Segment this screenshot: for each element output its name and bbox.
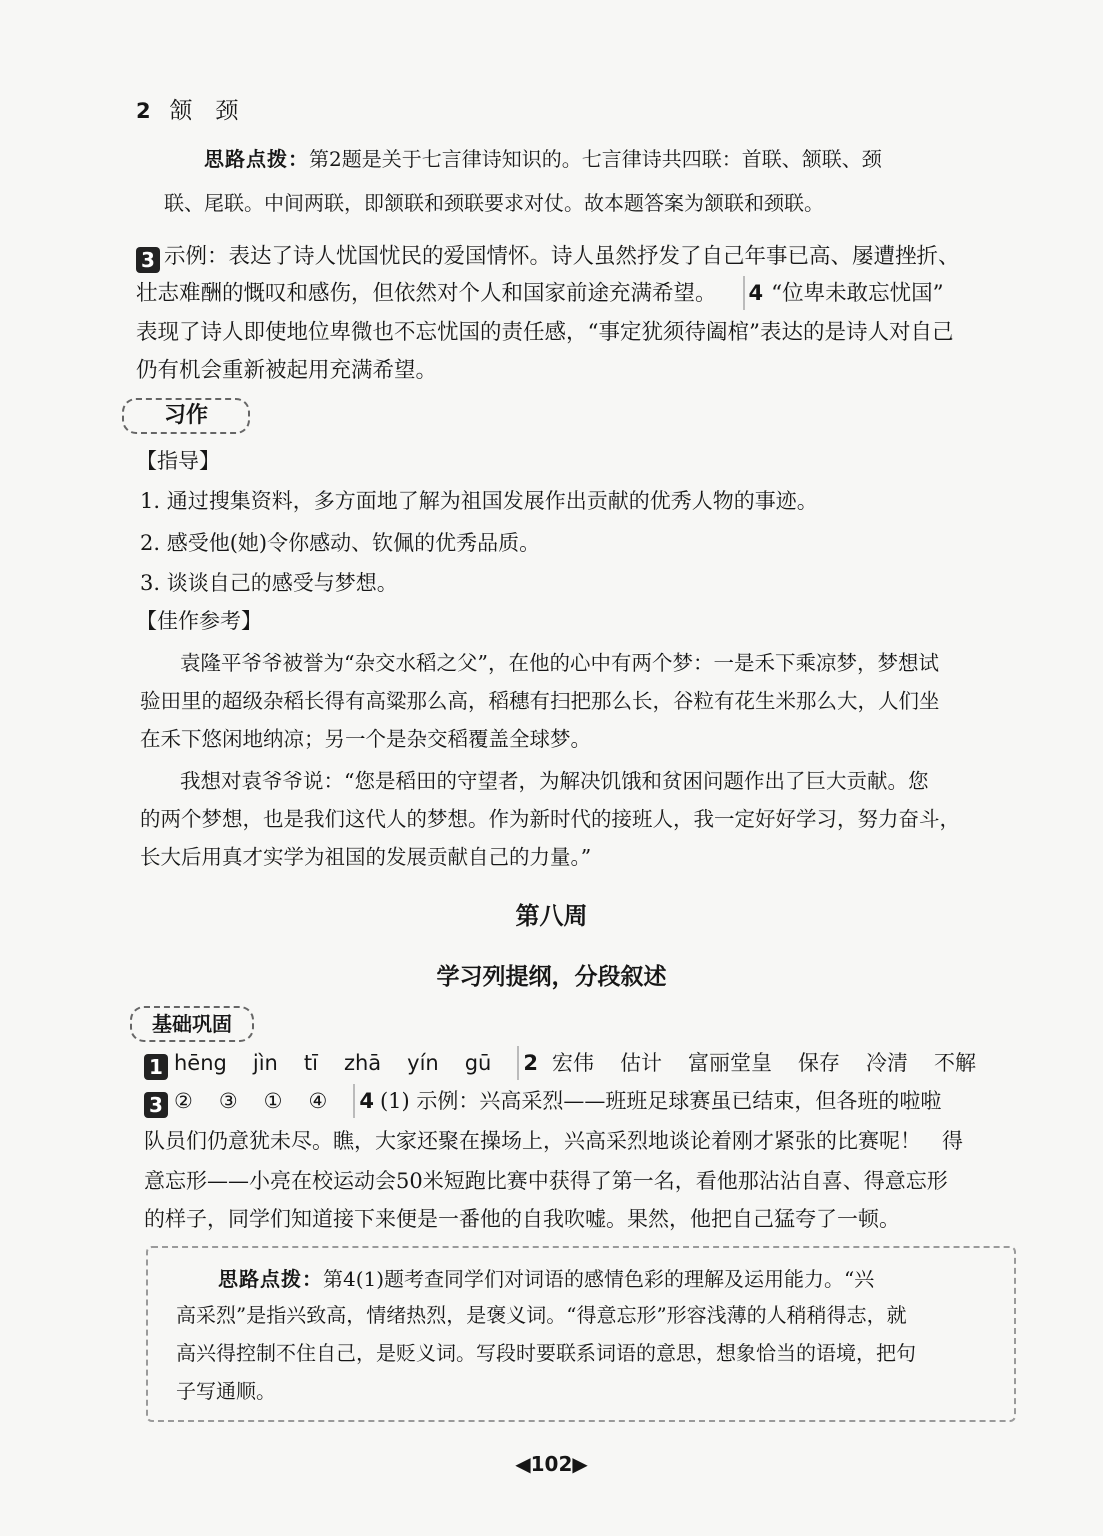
answer-text: 颔 颈 (169, 98, 239, 124)
basics-answer-4-line-4: 的样子，同学们知道接下来便是一番他的自我吹嘘。果然，他把自己猛夸了一顿。 (144, 1207, 900, 1231)
answer-text: (1) 示例：兴高采烈——班班足球赛虽已结束，但各班的啦啦 (379, 1089, 942, 1113)
hint-2-line-1 (218, 1262, 874, 1296)
basics-answer-3 (144, 1084, 941, 1118)
sample-p2-line-1: 我想对袁爷爷说：“您是稻田的守望者，为解决饥饿和贫困问题作出了巨大贡献。您 (180, 769, 929, 793)
sample-p2-line-3: 长大后用真才实学为祖国的发展贡献自己的力量。” (140, 845, 592, 869)
pinyin-item: zhā (343, 1051, 382, 1075)
answer-text: “位卑未敢忘忧国” (771, 281, 944, 306)
pinyin-item: yín (407, 1051, 439, 1075)
answer-text: 示例：表达了诗人忧国忧民的爱国情怀。诗人虽然抒发了自己年事已高、屡遭挫折、 (164, 244, 960, 269)
hint-label: 思路点拨： (204, 147, 309, 171)
word-item: 富丽堂皇 (687, 1051, 772, 1075)
sample-p1-line-2: 验田里的超级杂稻长得有高粱那么高，稻穗有扫把那么长，谷粒有花生米那么大，人们坐 (140, 689, 940, 713)
pinyin-item: hēng (174, 1051, 227, 1075)
week-title: 第八周 (515, 902, 588, 930)
guide-item-2: 2. 感受他(她)令你感动、钦佩的优秀品质。 (140, 531, 541, 555)
word-item: 冷清 (865, 1051, 908, 1075)
sample-p1-line-1: 袁隆平爷爷被誉为“杂交水稻之父”，在他的心中有两个梦：一是禾下乘凉梦，梦想试 (180, 651, 939, 675)
pinyin-item: gū (464, 1051, 492, 1075)
order-item: ① (263, 1089, 283, 1113)
question-number: 4 (743, 276, 768, 310)
basics-answer-4-line-2: 队员们仍意犹未尽。瞧，大家还聚在操场上，兴高采烈地谈论着刚才紧张的比赛呢！ 得 (144, 1129, 963, 1153)
basics-answer-4-line-3: 意忘形——小亮在校运动会50米短跑比赛中获得了第一名，看他那沾沾自喜、得意忘形 (144, 1169, 948, 1193)
question-number: 2 (136, 99, 151, 123)
question-number: 4 (353, 1084, 378, 1118)
word-item: 保存 (797, 1051, 840, 1075)
order-item: ② (174, 1089, 193, 1113)
page-number: ◀102▶ (515, 1452, 588, 1476)
answer-3-line-2 (136, 276, 944, 311)
hint-1-line-1 (204, 142, 882, 176)
basics-answer-1 (144, 1046, 1002, 1080)
answer-3-line-3: 表现了诗人即使地位卑微也不忘忧国的责任感，“事定犹须待阖棺”表达的是诗人对自己 (136, 320, 954, 345)
hint-2-line-2: 高采烈”是指兴致高，情绪热烈，是褒义词。“得意忘形”形容浅薄的人稍稍得志，就 (176, 1303, 907, 1327)
guide-item-1: 1. 通过搜集资料，多方面地了解为祖国发展作出贡献的优秀人物的事迹。 (140, 489, 818, 513)
answer-3-line-1 (136, 240, 960, 274)
word-item: 估计 (619, 1051, 662, 1075)
order-item: ④ (308, 1089, 328, 1113)
question-number-badge: 3 (144, 1092, 168, 1118)
hint-2-line-3: 高兴得控制不住自己，是贬义词。写段时要联系词语的意思，想象恰当的语境，把句 (176, 1341, 916, 1365)
word-item: 不解 (933, 1051, 976, 1075)
sample-p1-line-3: 在禾下悠闲地纳凉；另一个是杂交稻覆盖全球梦。 (140, 727, 591, 751)
order-item: ③ (218, 1089, 238, 1113)
question-number-badge: 1 (144, 1054, 168, 1080)
pinyin-item: jìn (252, 1051, 278, 1075)
hint-text: 第2题是关于七言律诗知识的。七言律诗共四联：首联、颔联、颈 (309, 147, 882, 171)
guide-item-3: 3. 谈谈自己的感受与梦想。 (140, 571, 398, 595)
question-number: 2 (517, 1046, 542, 1080)
answer-3-line-4: 仍有机会重新被起用充满希望。 (136, 358, 438, 383)
section-tag-basics: 基础巩固 (130, 1006, 254, 1042)
hint-text: 第4(1)题考查同学们对词语的感情色彩的理解及运用能力。“兴 (323, 1267, 875, 1291)
lesson-title: 学习列提纲，分段叙述 (436, 964, 667, 990)
hint-1-line-2: 联、尾联。中间两联，即颔联和颈联要求对仗。故本题答案为颔联和颈联。 (164, 191, 824, 215)
question-number-badge: 3 (136, 247, 160, 273)
answer-text: 壮志难酬的慨叹和感伤，但依然对个人和国家前途充满希望。 (136, 281, 717, 306)
hint-2-line-4: 子写通顺。 (176, 1379, 276, 1403)
pinyin-item: tī (303, 1051, 318, 1075)
sample-p2-line-2: 的两个梦想，也是我们这代人的梦想。作为新时代的接班人，我一定好好学习，努力奋斗， (140, 807, 960, 831)
sample-title: 【佳作参考】 (136, 609, 262, 633)
section-tag-composition: 习作 (122, 398, 250, 434)
guide-title: 【指导】 (136, 449, 220, 473)
hint-label: 思路点拨： (218, 1267, 323, 1291)
answer-2 (136, 94, 238, 128)
word-item: 宏伟 (551, 1051, 594, 1075)
